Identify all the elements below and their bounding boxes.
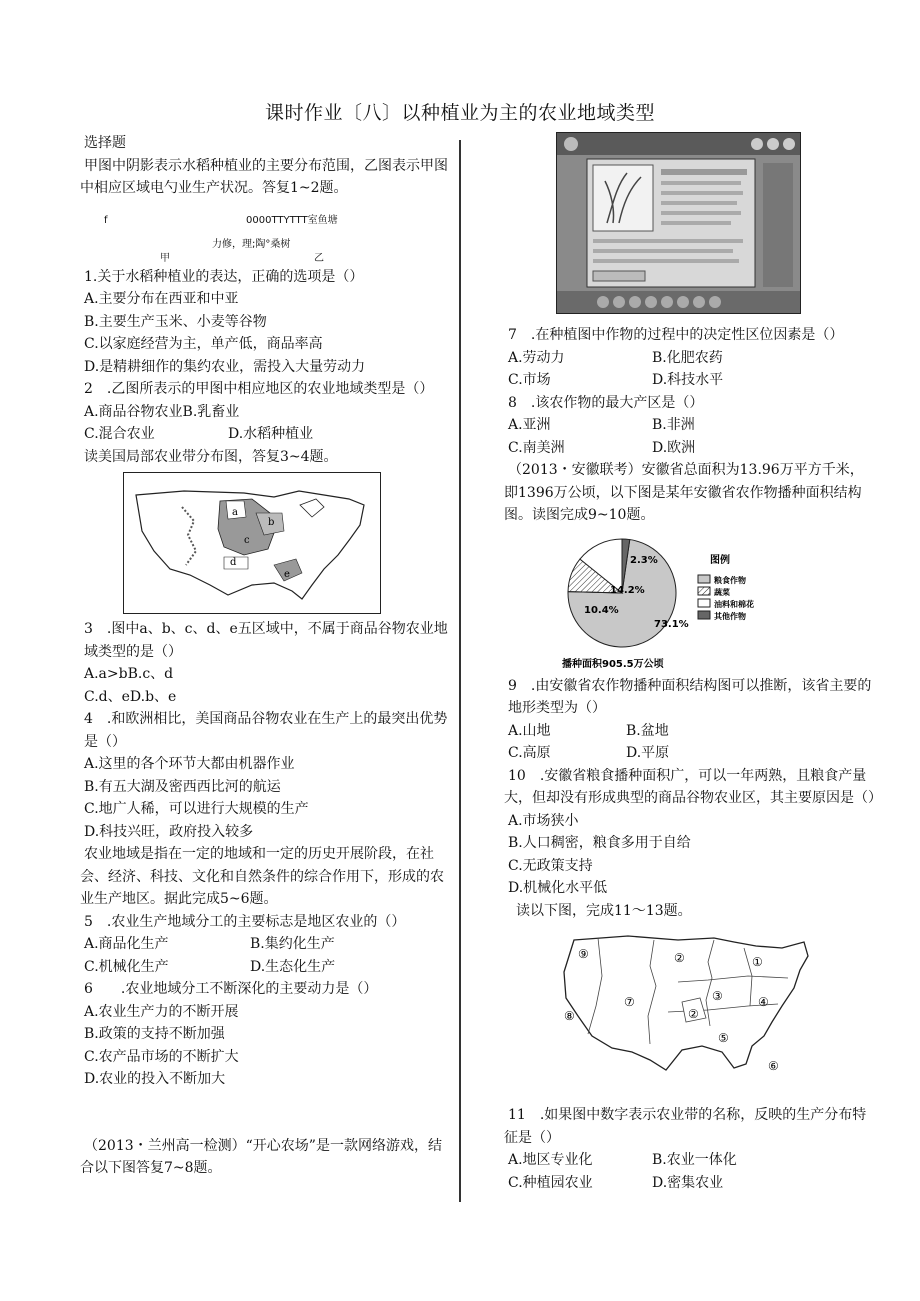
q1-option-a[interactable]: A.主要分布在西亚和中亚 (84, 291, 239, 307)
belt-label-2b: ② (688, 1007, 699, 1021)
legend-swatch-2 (698, 599, 710, 607)
column-divider (459, 140, 461, 1202)
question-11: 11 .如果图中数字表示农业带的名称，反映的生产分布特征是（） (504, 1107, 867, 1146)
q8-option-c[interactable]: C.南美洲 (508, 439, 565, 456)
q4-option-d[interactable]: D.科技兴旺，政府投入较多 (84, 823, 254, 840)
q11-option-b[interactable]: B.农业一体化 (652, 1152, 737, 1168)
q6-option-d[interactable]: D.农业的投入不断加大 (84, 1071, 226, 1087)
legend-label-3: 其他作物 (714, 611, 746, 621)
fig-label-jia: 甲 (160, 252, 170, 264)
legend-label-2: 油料和棉花 (714, 599, 754, 609)
pie-label-0: 73.1% (654, 618, 689, 630)
q5-options-ab (80, 933, 452, 956)
question-6: 6 .农业地域分工不断深化的主要动力是（） (84, 981, 378, 997)
intro-5-6: 农业地域是指在一定的地域和一定的历史开展阶段，在社会、经济、科技、文化和自然条件的综合作用下，形成的农业生产地区。据此完成5~6题。 (80, 846, 444, 907)
q9-options-cd (504, 742, 876, 765)
q2-option-d[interactable]: D.水稻种植业 (228, 426, 314, 442)
q11-option-c[interactable]: C.种植园农业 (508, 1174, 593, 1191)
left-column (80, 132, 452, 1180)
question-3: 3 .图中a、b、c、d、e五区域中，不属于商品谷物农业地域类型的是（） (84, 621, 448, 660)
q2-option-ab[interactable]: A.商品谷物农业B.乳畜业 (84, 403, 240, 420)
map-label-a: a (232, 507, 238, 518)
q11-options-ab (504, 1149, 876, 1172)
q4-option-b[interactable]: B.有五大湖及密西西比河的航运 (84, 778, 281, 795)
us-agri-belt-map (558, 926, 823, 1094)
q5-options-cd (80, 956, 452, 979)
legend-title: 图例 (710, 554, 730, 566)
intro-3-4: 读美国局部农业带分布图，答复3~4题。 (84, 448, 338, 465)
q10-option-c[interactable]: C.无政策支持 (508, 857, 593, 874)
pie-chart-svg (562, 531, 862, 671)
map-label-b: b (268, 517, 275, 528)
question-9: 9 .由安徽省农作物播种面积结构图可以推断，该省主要的地形类型为（） (508, 677, 872, 716)
q7-options-cd (504, 369, 876, 392)
fig-yi-subtext: 力修，理;陶°桑树 (212, 238, 291, 250)
q8-option-b[interactable]: B.非洲 (652, 417, 695, 433)
q5-option-b[interactable]: B.集约化生产 (250, 936, 335, 952)
page-title: 课时作业〔八〕以种植业为主的农业地域类型 (264, 102, 655, 124)
q4-option-a[interactable]: A.这里的各个环节大都由机器作业 (84, 756, 295, 772)
intro-9-10: （2013・安徽联考）安徽省总面积为13.96万平方千米，即1396万公顷，以下图是某年安徽省农作物播种面积结构图。读图完成9~10题。 (504, 462, 864, 523)
belt-label-5: ⑤ (718, 1031, 729, 1045)
belt-label-3: ③ (712, 989, 723, 1003)
q9-options-ab (504, 720, 876, 743)
q1-option-b[interactable]: B.主要生产玉米、小麦等谷物 (84, 313, 267, 330)
q2-option-c[interactable]: C.混合农业 (84, 426, 155, 442)
legend-swatch-0 (698, 575, 710, 583)
intro-11-13: 读以下图，完成11～13题。 (516, 902, 692, 919)
q9-option-a[interactable]: A.山地 (508, 722, 551, 739)
q5-option-a[interactable]: A.商品化生产 (84, 936, 169, 952)
belt-label-6: ⑥ (768, 1059, 779, 1073)
q7-option-b[interactable]: B.化肥农药 (652, 349, 723, 366)
legend-swatch-1 (698, 587, 710, 595)
question-4: 4 .和欧洲相比，美国商品谷物农业在生产上的最突出优势是（） (84, 711, 448, 750)
figure-jia-yi (80, 200, 452, 266)
q10-option-b[interactable]: B.人口稠密，粮食多用于自给 (508, 835, 691, 851)
q9-option-d[interactable]: D.平原 (626, 745, 670, 761)
right-column (504, 132, 882, 1194)
game-screenshot (556, 132, 801, 314)
q4-option-c[interactable]: C.地广人稀，可以进行大规模的生产 (84, 801, 309, 817)
game-screenshot-svg (557, 133, 800, 313)
legend-label-1: 蔬菜 (714, 587, 730, 597)
belt-label-1: ① (752, 955, 763, 969)
q11-option-d[interactable]: D.密集农业 (652, 1174, 724, 1191)
belt-label-8: ⑧ (564, 1009, 575, 1023)
pie-label-2: 14.2% (610, 584, 645, 596)
question-8: 8 .该农作物的最大产区是（） (508, 394, 704, 411)
belt-label-4: ④ (758, 995, 769, 1009)
pie-caption: 播种面积905.5万公顷 (562, 658, 664, 670)
fig-label-yi: 乙 (314, 252, 324, 264)
legend-swatch-3 (698, 611, 710, 619)
q8-option-a[interactable]: A.亚洲 (508, 417, 551, 433)
map-label-d: d (230, 557, 237, 568)
us-map-svg (124, 473, 380, 613)
intro-1-2: 甲图中阴影表示水稻种植业的主要分布范围，乙图表示甲图中相应区域电勺业生产状况。答复1~2题。 (80, 157, 448, 196)
section-heading: 选择题 (84, 135, 126, 151)
q11-options-cd (504, 1172, 876, 1195)
pie-label-1: 10.4% (584, 604, 619, 616)
q7-options-ab (504, 347, 876, 370)
question-1: 1.关于水稻种植业的表达，正确的选项是（） (84, 268, 364, 285)
question-7: 7 .在种植图中作物的过程中的决定性区位因素是（） (508, 327, 844, 343)
q7-option-a[interactable]: A.劳动力 (508, 349, 565, 366)
us-belt-map-svg (558, 926, 823, 1094)
q7-option-d[interactable]: D.科技水平 (652, 372, 724, 388)
fig-yi-text: 0000TTYTTT室鱼塘 (246, 214, 338, 226)
q3-option-ab[interactable]: A.a>bB.c、d (84, 666, 174, 682)
question-10: 10 .安徽省粮食播种面积广，可以一年两熟，且粮食产量大，但却没有形成典型的商品谷物农业区，其主要原因是（） (504, 767, 882, 806)
q10-option-a[interactable]: A.市场狭小 (508, 812, 579, 829)
q10-option-d[interactable]: D.机械化水平低 (508, 880, 608, 896)
q2-options-cd (80, 423, 452, 446)
fig-jia-letter: f (104, 214, 108, 226)
q9-option-c[interactable]: C.高原 (508, 745, 551, 761)
q8-options-ab (504, 414, 876, 437)
belt-label-2a: ② (674, 951, 685, 965)
pie-chart (562, 531, 862, 671)
q1-option-d[interactable]: D.是精耕细作的集约农业，需投入大量劳动力 (84, 358, 366, 375)
q9-option-b[interactable]: B.盆地 (626, 722, 669, 739)
q11-option-a[interactable]: A.地区专业化 (508, 1152, 593, 1168)
q6-option-c[interactable]: C.农产品市场的不断扩大 (84, 1048, 239, 1065)
question-2: 2 .乙图所表示的甲图中相应地区的农业地域类型是（） (84, 381, 434, 397)
belt-label-7: ⑦ (624, 995, 635, 1009)
q5-option-c[interactable]: C.机械化生产 (84, 958, 169, 975)
q8-option-d[interactable]: D.欧洲 (652, 439, 696, 456)
map-label-c: c (244, 535, 250, 546)
belt-label-9: ⑨ (578, 947, 589, 961)
question-5: 5 .农业生产地域分工的主要标志是地区农业的（） (84, 913, 406, 930)
q8-options-cd (504, 437, 876, 460)
map-label-e: e (284, 569, 290, 580)
pie-label-3: 2.3% (630, 554, 658, 566)
q6-option-b[interactable]: B.政策的支持不断加强 (84, 1026, 225, 1042)
us-agri-map (123, 472, 381, 614)
intro-7-8: （2013・兰州高一检测）“开心农场”是一款网络游戏，结合以下图答复7~8题。 (80, 1137, 442, 1176)
q6-option-a[interactable]: A.农业生产力的不断开展 (84, 1003, 239, 1020)
q7-option-c[interactable]: C.市场 (508, 372, 551, 388)
q1-option-c[interactable]: C.以家庭经营为主，单产低，商品率高 (84, 336, 323, 352)
q5-option-d[interactable]: D.生态化生产 (250, 958, 336, 975)
q3-option-cd[interactable]: C.d、eD.b、e (84, 688, 177, 705)
legend-label-0: 粮食作物 (714, 575, 746, 585)
